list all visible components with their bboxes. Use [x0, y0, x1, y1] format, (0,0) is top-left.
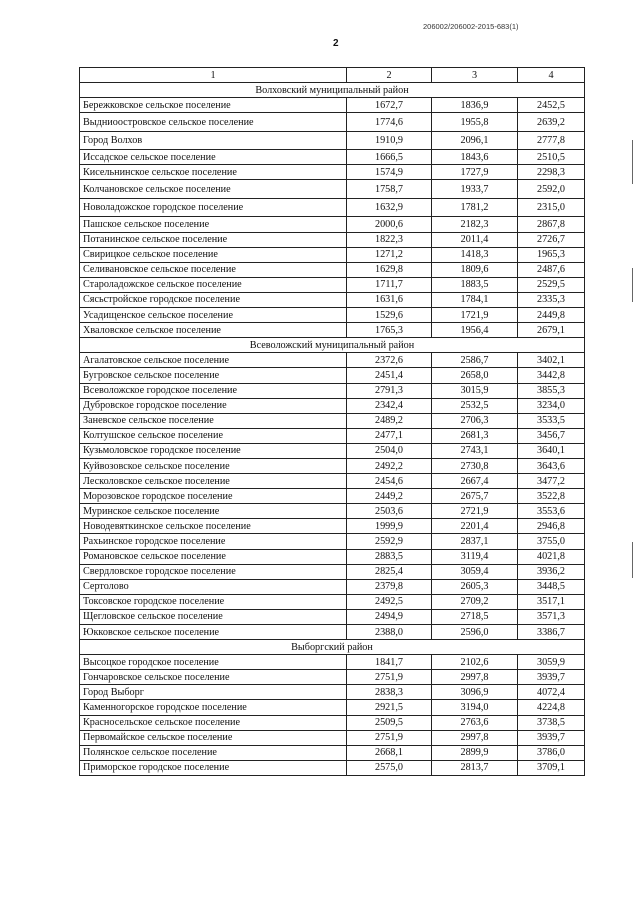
value-col-3: 2096,1 [432, 131, 518, 150]
value-col-3: 2586,7 [432, 353, 518, 368]
table-row [80, 383, 585, 398]
value-col-4: 3533,5 [518, 413, 585, 428]
table-row [80, 217, 585, 232]
value-col-3: 2182,3 [432, 217, 518, 232]
table-row [80, 715, 585, 730]
value-col-2: 1999,9 [347, 519, 432, 534]
value-col-2: 2454,6 [347, 474, 432, 489]
value-col-2: 2379,8 [347, 579, 432, 594]
value-col-2: 2489,2 [347, 413, 432, 428]
value-col-2: 2492,5 [347, 594, 432, 609]
value-col-2: 1666,5 [347, 150, 432, 165]
table-row [80, 564, 585, 579]
value-col-2: 1629,8 [347, 262, 432, 277]
section-title: Выборгский район [80, 640, 585, 655]
table-row [80, 198, 585, 217]
settlement-name: Усадищенское сельское поселение [80, 308, 347, 323]
value-col-3: 2997,8 [432, 670, 518, 685]
value-col-3: 2837,1 [432, 534, 518, 549]
settlement-name: Гончаровское сельское поселение [80, 670, 347, 685]
value-col-4: 2529,5 [518, 277, 585, 292]
value-col-2: 1529,6 [347, 308, 432, 323]
margin-mark [632, 140, 633, 184]
table-row [80, 700, 585, 715]
value-col-2: 1758,7 [347, 180, 432, 199]
value-col-2: 1910,9 [347, 131, 432, 150]
table-row [80, 534, 585, 549]
value-col-2: 1631,6 [347, 292, 432, 307]
value-col-4: 3442,8 [518, 368, 585, 383]
section-header-row [80, 338, 585, 353]
table-row [80, 308, 585, 323]
table-row [80, 165, 585, 180]
value-col-2: 1574,9 [347, 165, 432, 180]
value-col-3: 2681,3 [432, 428, 518, 443]
value-col-2: 2592,9 [347, 534, 432, 549]
value-col-2: 2000,6 [347, 217, 432, 232]
table-row [80, 443, 585, 458]
value-col-4: 2867,8 [518, 217, 585, 232]
settlement-name: Высоцкое городское поселение [80, 655, 347, 670]
value-col-3: 2675,7 [432, 489, 518, 504]
value-col-3: 2730,8 [432, 458, 518, 473]
value-col-3: 2813,7 [432, 760, 518, 775]
value-col-2: 2668,1 [347, 745, 432, 760]
settlement-name: Каменногорское городское поселение [80, 700, 347, 715]
value-col-4: 3936,2 [518, 564, 585, 579]
table-row [80, 180, 585, 199]
table-row [80, 594, 585, 609]
table-row [80, 398, 585, 413]
table-row [80, 504, 585, 519]
value-col-3: 2997,8 [432, 730, 518, 745]
table-row [80, 232, 585, 247]
value-col-3: 2201,4 [432, 519, 518, 534]
settlement-name: Полянское сельское поселение [80, 745, 347, 760]
settlement-name: Приморское городское поселение [80, 760, 347, 775]
settlement-name: Романовское сельское поселение [80, 549, 347, 564]
settlement-name: Всеволожское городское поселение [80, 383, 347, 398]
value-col-3: 3059,4 [432, 564, 518, 579]
value-col-4: 3553,6 [518, 504, 585, 519]
settlement-name: Токсовское городское поселение [80, 594, 347, 609]
table-row [80, 760, 585, 775]
settlement-name: Хваловское сельское поселение [80, 323, 347, 338]
value-col-2: 1271,2 [347, 247, 432, 262]
value-col-2: 2504,0 [347, 443, 432, 458]
value-col-2: 2921,5 [347, 700, 432, 715]
value-col-4: 2679,1 [518, 323, 585, 338]
value-col-2: 1774,6 [347, 113, 432, 132]
value-col-3: 2532,5 [432, 398, 518, 413]
table-row [80, 323, 585, 338]
value-col-2: 2388,0 [347, 625, 432, 640]
table-row [80, 413, 585, 428]
table-row [80, 277, 585, 292]
value-col-4: 4072,4 [518, 685, 585, 700]
settlement-name: Кисельнинское сельское поселение [80, 165, 347, 180]
value-col-2: 2492,2 [347, 458, 432, 473]
value-col-4: 4224,8 [518, 700, 585, 715]
value-col-4: 3522,8 [518, 489, 585, 504]
settlement-name: Куйвозовское сельское поселение [80, 458, 347, 473]
value-col-3: 1418,3 [432, 247, 518, 262]
value-col-4: 3786,0 [518, 745, 585, 760]
value-col-3: 2709,2 [432, 594, 518, 609]
value-col-4: 2315,0 [518, 198, 585, 217]
table-row [80, 655, 585, 670]
section-title: Волховский муниципальный район [80, 83, 585, 98]
value-col-2: 2751,9 [347, 670, 432, 685]
value-col-3: 1784,1 [432, 292, 518, 307]
table-row [80, 428, 585, 443]
value-col-3: 2721,9 [432, 504, 518, 519]
value-col-2: 1841,7 [347, 655, 432, 670]
value-col-3: 1836,9 [432, 98, 518, 113]
table-row [80, 262, 585, 277]
value-col-2: 2451,4 [347, 368, 432, 383]
value-col-4: 3386,7 [518, 625, 585, 640]
value-col-4: 2298,3 [518, 165, 585, 180]
settlement-name: Селивановское сельское поселение [80, 262, 347, 277]
value-col-3: 1781,2 [432, 198, 518, 217]
settlement-name: Кузьмоловское городское поселение [80, 443, 347, 458]
value-col-4: 3939,7 [518, 670, 585, 685]
value-col-3: 1721,9 [432, 308, 518, 323]
settlement-name: Морозовское городское поселение [80, 489, 347, 504]
table-row [80, 458, 585, 473]
section-header-row [80, 640, 585, 655]
value-col-3: 2667,4 [432, 474, 518, 489]
value-col-4: 2946,8 [518, 519, 585, 534]
value-col-2: 2503,6 [347, 504, 432, 519]
settlement-name: Заневское сельское поселение [80, 413, 347, 428]
table-row [80, 685, 585, 700]
settlement-name: Бережковское сельское поселение [80, 98, 347, 113]
settlement-name: Щегловское сельское поселение [80, 609, 347, 624]
value-col-4: 3059,9 [518, 655, 585, 670]
value-col-3: 2743,1 [432, 443, 518, 458]
value-col-4: 3643,6 [518, 458, 585, 473]
table-row [80, 247, 585, 262]
value-col-4: 3640,1 [518, 443, 585, 458]
margin-mark [632, 542, 633, 578]
value-col-2: 2342,4 [347, 398, 432, 413]
settlement-name: Староладожское сельское поселение [80, 277, 347, 292]
value-col-4: 3456,7 [518, 428, 585, 443]
section-header-row [80, 83, 585, 98]
settlement-name: Муринское сельское поселение [80, 504, 347, 519]
value-col-3: 1727,9 [432, 165, 518, 180]
settlement-name: Лесколовское сельское поселение [80, 474, 347, 489]
value-col-2: 2494,9 [347, 609, 432, 624]
table-row [80, 489, 585, 504]
value-col-4: 2452,5 [518, 98, 585, 113]
table-row [80, 670, 585, 685]
settlement-name: Новодевяткинское сельское поселение [80, 519, 347, 534]
table-row [80, 474, 585, 489]
value-col-2: 1632,9 [347, 198, 432, 217]
value-col-2: 2838,3 [347, 685, 432, 700]
settlement-name: Сясьстройское городское поселение [80, 292, 347, 307]
settlement-name: Пашское сельское поселение [80, 217, 347, 232]
value-col-4: 3402,1 [518, 353, 585, 368]
table-row [80, 730, 585, 745]
settlement-name: Красносельское сельское поселение [80, 715, 347, 730]
settlement-name: Город Волхов [80, 131, 347, 150]
settlement-name: Дубровское городское поселение [80, 398, 347, 413]
value-col-4: 3855,3 [518, 383, 585, 398]
value-col-4: 2592,0 [518, 180, 585, 199]
value-col-4: 3477,2 [518, 474, 585, 489]
column-header: 2 [347, 68, 432, 83]
table-row [80, 292, 585, 307]
value-col-2: 2883,5 [347, 549, 432, 564]
value-col-3: 3119,4 [432, 549, 518, 564]
value-col-4: 2335,3 [518, 292, 585, 307]
value-col-3: 1843,6 [432, 150, 518, 165]
value-col-4: 2639,2 [518, 113, 585, 132]
value-col-4: 3571,3 [518, 609, 585, 624]
value-col-3: 2763,6 [432, 715, 518, 730]
settlement-name: Бугровское сельское поселение [80, 368, 347, 383]
value-col-4: 4021,8 [518, 549, 585, 564]
value-col-4: 2449,8 [518, 308, 585, 323]
table-header-row [80, 68, 585, 83]
settlement-name: Свирицкое сельское поселение [80, 247, 347, 262]
value-col-4: 3517,1 [518, 594, 585, 609]
value-col-2: 2477,1 [347, 428, 432, 443]
table-row [80, 131, 585, 150]
value-col-3: 2899,9 [432, 745, 518, 760]
table-row [80, 745, 585, 760]
value-col-3: 2658,0 [432, 368, 518, 383]
value-col-2: 2791,3 [347, 383, 432, 398]
table-row [80, 519, 585, 534]
value-col-2: 1822,3 [347, 232, 432, 247]
value-col-3: 2596,0 [432, 625, 518, 640]
value-col-4: 3755,0 [518, 534, 585, 549]
table-row [80, 579, 585, 594]
settlement-name: Первомайское сельское поселение [80, 730, 347, 745]
settlement-name: Колтушское сельское поселение [80, 428, 347, 443]
table-row [80, 549, 585, 564]
value-col-3: 3194,0 [432, 700, 518, 715]
column-header: 3 [432, 68, 518, 83]
value-col-3: 2102,6 [432, 655, 518, 670]
table-row [80, 609, 585, 624]
value-col-4: 2510,5 [518, 150, 585, 165]
value-col-2: 2449,2 [347, 489, 432, 504]
value-col-3: 2011,4 [432, 232, 518, 247]
value-col-4: 3709,1 [518, 760, 585, 775]
value-col-3: 1809,6 [432, 262, 518, 277]
value-col-2: 2509,5 [347, 715, 432, 730]
settlement-name: Юкковское сельское поселение [80, 625, 347, 640]
value-col-2: 2825,4 [347, 564, 432, 579]
value-col-4: 3448,5 [518, 579, 585, 594]
value-col-3: 2706,3 [432, 413, 518, 428]
settlement-name: Город Выборг [80, 685, 347, 700]
settlement-name: Свердловское городское поселение [80, 564, 347, 579]
value-col-3: 1956,4 [432, 323, 518, 338]
value-col-2: 1765,3 [347, 323, 432, 338]
value-col-4: 2487,6 [518, 262, 585, 277]
value-col-4: 3234,0 [518, 398, 585, 413]
value-col-4: 3939,7 [518, 730, 585, 745]
table-row [80, 353, 585, 368]
table-row [80, 113, 585, 132]
value-col-3: 1933,7 [432, 180, 518, 199]
column-header: 1 [80, 68, 347, 83]
value-col-4: 1965,3 [518, 247, 585, 262]
settlement-name: Агалатовское сельское поселение [80, 353, 347, 368]
column-header: 4 [518, 68, 585, 83]
page-number: 2 [333, 38, 339, 49]
settlement-name: Иссадское сельское поселение [80, 150, 347, 165]
document-id: 206002/206002-2015-683(1) [423, 22, 519, 31]
value-col-2: 2372,6 [347, 353, 432, 368]
value-col-4: 2726,7 [518, 232, 585, 247]
value-col-3: 3096,9 [432, 685, 518, 700]
table-row [80, 625, 585, 640]
value-col-2: 2575,0 [347, 760, 432, 775]
value-col-4: 2777,8 [518, 131, 585, 150]
value-col-2: 1672,7 [347, 98, 432, 113]
settlement-name: Рахьинское городское поселение [80, 534, 347, 549]
value-col-3: 1883,5 [432, 277, 518, 292]
value-col-3: 3015,9 [432, 383, 518, 398]
value-col-3: 1955,8 [432, 113, 518, 132]
margin-mark [632, 268, 633, 302]
value-col-4: 3738,5 [518, 715, 585, 730]
settlement-name: Новоладожское городское поселение [80, 198, 347, 217]
table-row [80, 368, 585, 383]
section-title: Всеволожский муниципальный район [80, 338, 585, 353]
settlement-name: Колчановское сельское поселение [80, 180, 347, 199]
settlement-name: Потанинское сельское поселение [80, 232, 347, 247]
table-row [80, 98, 585, 113]
value-col-3: 2718,5 [432, 609, 518, 624]
value-col-3: 2605,3 [432, 579, 518, 594]
value-col-2: 1711,7 [347, 277, 432, 292]
settlement-name: Выдниоостровское сельское поселение [80, 113, 347, 132]
table-row [80, 150, 585, 165]
value-col-2: 2751,9 [347, 730, 432, 745]
settlements-table [79, 67, 585, 776]
settlement-name: Сертолово [80, 579, 347, 594]
